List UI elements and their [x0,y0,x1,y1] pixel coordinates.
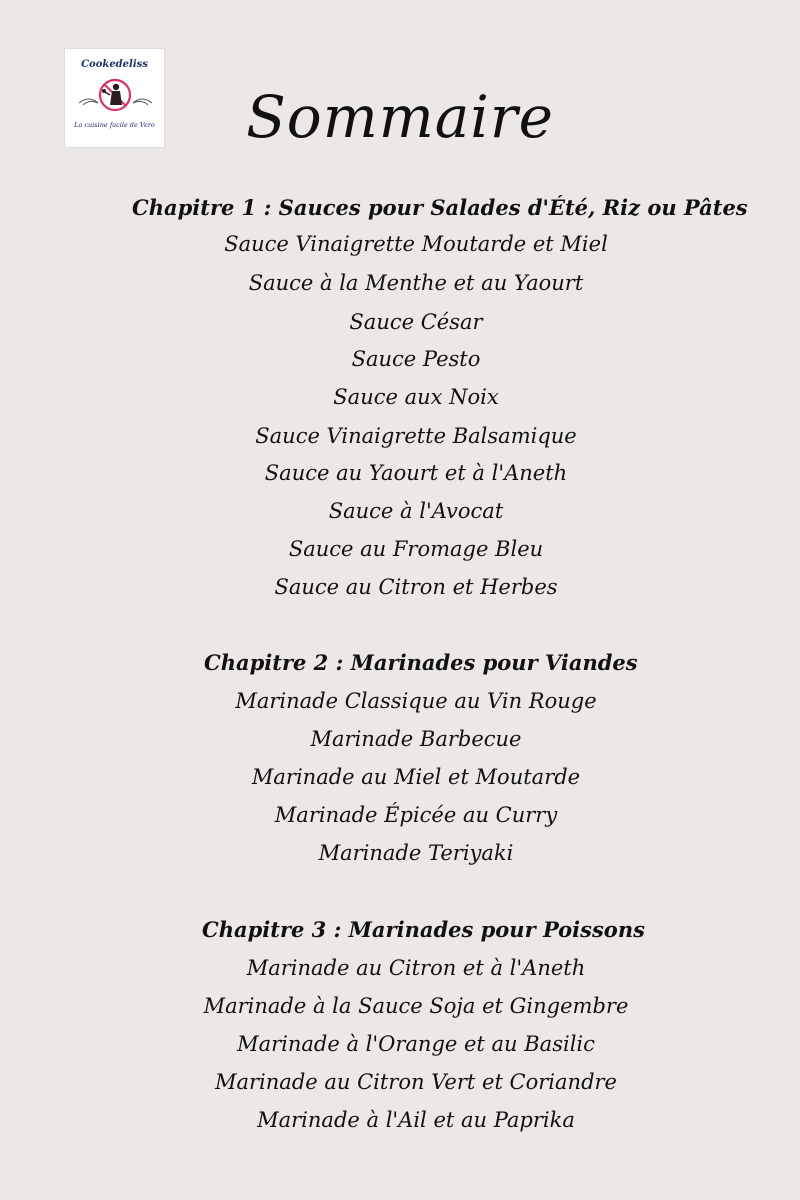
toc-item: Sauce Pesto [351,347,481,371]
toc-item: Sauce à l'Avocat [328,499,504,523]
logo-brand-name: Cookedeliss [81,59,148,70]
toc-item: Sauce Vinaigrette Balsamique [255,424,577,448]
toc-item: Marinade au Citron Vert et Coriandre [215,1070,617,1094]
chapter-heading: Chapitre 2 : Marinades pour Viandes [204,650,638,675]
toc-item: Sauce au Citron et Herbes [274,575,558,599]
chapter-heading: Chapitre 1 : Sauces pour Salades d'Été, Riz ou Pâtes [132,195,748,220]
toc-item: Sauce Vinaigrette Moutarde et Miel [224,232,608,256]
toc-item: Sauce à la Menthe et au Yaourt [248,271,584,295]
toc-item: Marinade Épicée au Curry [274,803,558,827]
toc-item: Marinade à la Sauce Soja et Gingembre [203,994,629,1018]
toc-item: Marinade au Citron et à l'Aneth [246,956,586,980]
toc-item: Marinade à l'Orange et au Basilic [237,1032,595,1056]
toc-item: Marinade Barbecue [310,727,522,751]
logo-tagline: La cuisine facile de Vero [74,121,155,129]
toc-item: Marinade à l'Ail et au Paprika [257,1108,575,1132]
toc-item: Sauce aux Noix [333,385,499,409]
chapter-heading: Chapitre 3 : Marinades pour Poissons [202,917,645,942]
toc-item: Sauce César [349,310,483,334]
page-title: Sommaire [246,83,554,151]
toc-item: Marinade au Miel et Moutarde [251,765,581,789]
toc-item: Sauce au Yaourt et à l'Aneth [264,461,568,485]
toc-item: Marinade Classique au Vin Rouge [235,689,597,713]
toc-item: Sauce au Fromage Bleu [288,537,544,561]
toc-item: Marinade Teriyaki [318,841,514,865]
